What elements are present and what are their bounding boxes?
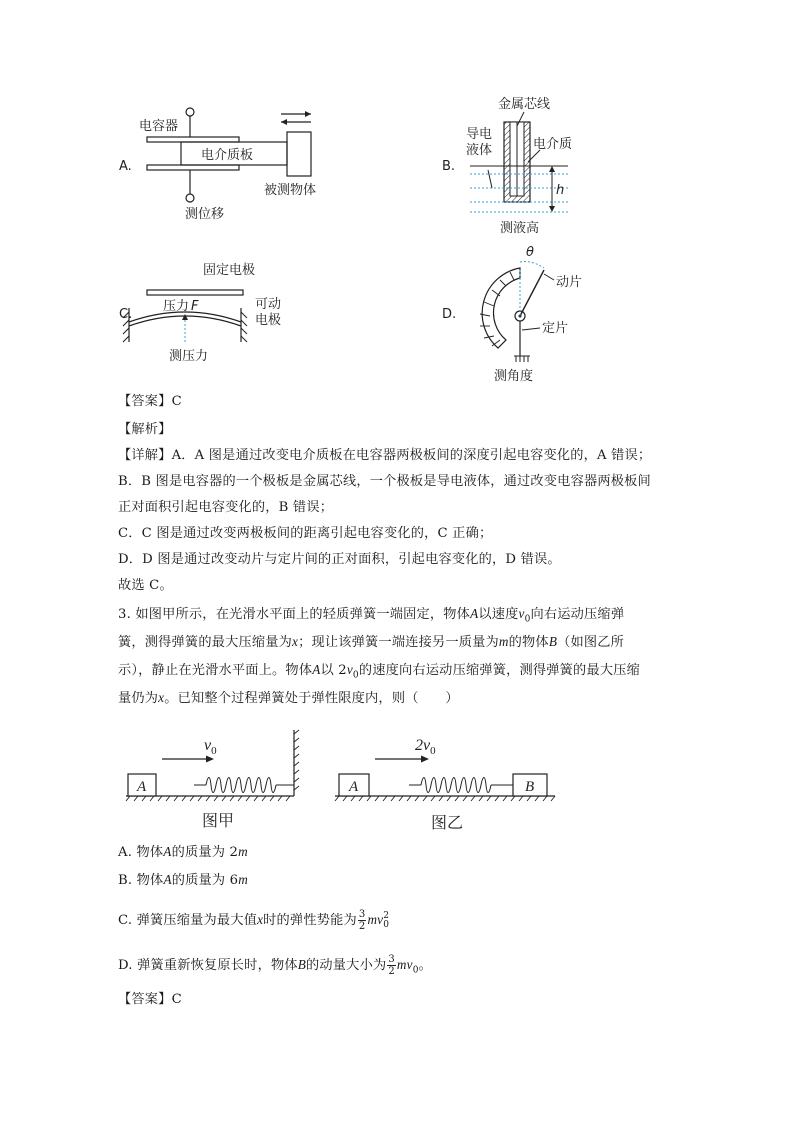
q3-text: C. 弹簧压缩量为最大值	[118, 913, 258, 928]
q2-analysis-tag: 【解析】	[118, 422, 172, 437]
q3-var-a: A	[470, 606, 479, 621]
q3-option-b	[118, 870, 248, 891]
figure-a-capacitor-label: 电容器	[139, 119, 179, 134]
q3-sub: 0	[383, 919, 390, 930]
q3-text: 的物体	[508, 635, 549, 650]
figure-d-caption: 测角度	[494, 369, 534, 384]
q2-answer-value: C	[171, 394, 182, 409]
q3-option-d	[118, 950, 432, 986]
q3-text: ；现让该弹簧一端连接另一质量为	[298, 635, 499, 650]
figure-b-height-label: h	[556, 183, 565, 198]
q3-var-m: m	[498, 634, 509, 649]
spring-b-caption: 图乙	[431, 813, 464, 832]
figure-d-theta-label: θ	[526, 245, 534, 260]
q3-supsub	[383, 912, 389, 930]
spring-a-velocity: $v_0$	[204, 737, 217, 757]
q3-var-v: v	[518, 606, 525, 621]
q3-text: 3. 如图甲所示，在光滑水平面上的轻质弹簧一端固定，物体	[118, 607, 471, 622]
q3-text: A. 物体	[118, 845, 164, 860]
q3-answer-tag: 【答案】	[118, 992, 172, 1007]
q2-detail-line-4: C．C 图是通过改变两极板间的距离引起电容变化的，C 正确；	[118, 526, 493, 541]
q3-text: D. 弹簧重新恢复原长时，物体	[118, 958, 298, 973]
figure-d-angle	[440, 240, 590, 386]
q3-stem-line-1	[118, 604, 624, 630]
figure-b-caption: 测液高	[500, 221, 540, 236]
figure-c-force-label: 压力	[163, 299, 190, 314]
q2-answer-line	[118, 392, 182, 412]
figure-b-liquid-label-2: 液体	[466, 143, 493, 158]
q3-text: 向右运动压缩弹	[530, 607, 625, 622]
spring-b-block-b-label: B	[525, 779, 535, 795]
q2-answer-tag: 【答案】	[118, 394, 172, 409]
q3-stem-line-3	[118, 660, 640, 686]
figure-b-liquid-label-1: 导电	[466, 127, 493, 142]
q3-var-b: B	[297, 957, 307, 972]
q3-var-x: x	[158, 690, 165, 705]
spring-b-velocity: $2v_0$	[415, 737, 436, 757]
q2-detail-tag: 【详解】	[118, 448, 172, 463]
figure-c-force-symbol: F	[191, 299, 199, 314]
figure-a-letter: A.	[119, 159, 132, 174]
q3-fraction-den: 2	[358, 921, 366, 932]
q3-fraction	[358, 909, 367, 932]
q3-text: 。已知整个过程弹簧处于弹性限度内，则（ ）	[164, 691, 459, 706]
figure-spring-a	[124, 728, 308, 838]
figure-a-object-label: 被测物体	[264, 183, 317, 198]
figure-c-fixed-label: 固定电极	[203, 263, 256, 278]
figure-b-liquid-height	[440, 92, 590, 238]
spring-a-caption: 图甲	[202, 811, 235, 830]
q2-detail-text-1: A．A 图是通过改变电介质板在电容器两极板间的深度引起电容变化的，A 错误；	[171, 448, 652, 463]
q3-fraction	[387, 954, 396, 977]
q3-text: （如图乙所	[557, 635, 625, 650]
q2-detail-line-1	[118, 446, 651, 466]
q3-var-mv: mv	[367, 912, 384, 927]
q3-text: 簧，测得弹簧的最大压缩量为	[118, 635, 293, 650]
q3-sup: 2	[383, 910, 390, 921]
q3-text: 以速度	[478, 607, 519, 622]
q2-detail-line-5: D．D 图是通过改变动片与定片间的正对面积，引起电容变化的，D 错误。	[118, 552, 561, 567]
q3-fraction-den: 2	[388, 966, 395, 977]
q3-text: 示），静止在光滑水平面上。物体	[118, 663, 313, 678]
q3-answer-value: C	[171, 992, 182, 1007]
q3-text: 以 2	[320, 663, 347, 678]
figure-c-letter: C.	[119, 307, 133, 322]
q3-var-a: A	[163, 844, 172, 859]
q2-detail-line-3: 正对面积引起电容变化的，B 错误；	[118, 500, 334, 515]
q3-var-b: B	[548, 634, 558, 649]
q3-answer-line	[118, 990, 182, 1010]
q3-var-x: x	[257, 912, 264, 927]
q3-var-x: x	[292, 634, 299, 649]
spring-a-block-label: A	[137, 779, 147, 795]
figure-d-fixed-label: 定片	[542, 321, 569, 336]
q3-sub: 0	[524, 614, 531, 625]
q3-text: B. 物体	[118, 873, 164, 888]
figure-spring-b	[333, 728, 561, 838]
figure-c-movable-label-2: 电极	[255, 313, 282, 328]
figure-c-pressure	[115, 262, 305, 368]
q3-text: 的质量为 6	[171, 873, 239, 888]
q3-var-m: m	[238, 844, 248, 859]
q3-text: 的速度向右运动压缩弹簧，测得弹簧的最大压缩	[358, 663, 640, 678]
figure-a-displacement	[115, 100, 345, 230]
figure-a-dielectric-label: 电介质板	[201, 148, 254, 163]
q3-fraction-num: 3	[358, 909, 366, 920]
q3-var-v: v	[346, 662, 353, 677]
figure-c-caption: 测压力	[169, 349, 209, 364]
q3-fraction-num: 3	[388, 954, 395, 965]
q3-text: 。	[418, 958, 433, 973]
figure-d-letter: D.	[442, 307, 457, 322]
q3-stem-line-4	[118, 688, 459, 709]
q3-option-c	[118, 905, 389, 936]
q3-text: 的动量大小为	[306, 958, 387, 973]
figure-b-core-label: 金属芯线	[498, 97, 551, 112]
q2-detail-line-2: B．B 图是电容器的一个极板是金属芯线，一个极板是导电液体，通过改变电容器两极板间	[118, 474, 651, 489]
figure-d-moving-label: 动片	[556, 275, 583, 290]
q3-var-a: A	[163, 872, 172, 887]
q3-sub: 0	[352, 670, 359, 681]
q2-detail-line-6: 故选 C。	[118, 578, 173, 593]
spring-b-block-a-label: A	[349, 779, 359, 795]
q3-var-mv: mv	[396, 957, 413, 972]
q3-text: 的质量为 2	[171, 845, 239, 860]
q3-text: 时的弹性势能为	[263, 913, 357, 928]
q3-var-m: m	[238, 872, 248, 887]
q3-var-a: A	[312, 662, 321, 677]
q3-sub: 0	[412, 965, 419, 976]
q3-text: 量仍为	[118, 691, 159, 706]
figure-b-letter: B.	[442, 159, 456, 174]
figure-c-movable-label-1: 可动	[255, 297, 282, 312]
q3-option-a	[118, 842, 248, 863]
figure-a-caption: 测位移	[185, 207, 225, 222]
q3-stem-line-2	[118, 632, 624, 653]
figure-b-dielectric-label: 电介质	[533, 137, 573, 152]
